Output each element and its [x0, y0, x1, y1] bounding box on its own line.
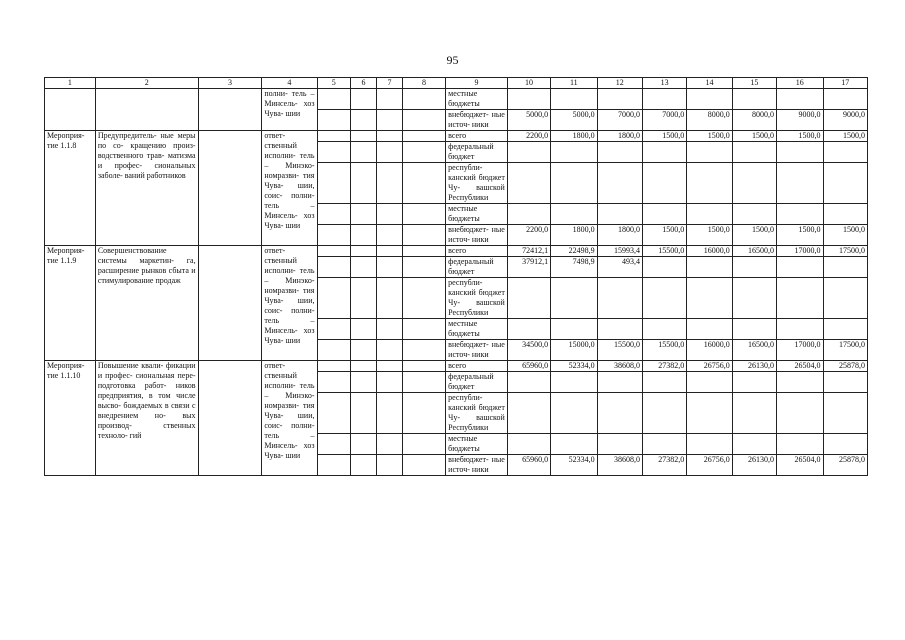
column-number-15: 15	[732, 78, 776, 89]
amount-cell	[732, 204, 776, 225]
amount-cell: 37912,1	[507, 257, 550, 278]
amount-cell: 7498,9	[551, 257, 598, 278]
empty-cell	[317, 89, 351, 110]
amount-cell	[777, 393, 824, 434]
amount-cell: 5000,0	[551, 110, 598, 131]
amount-cell: 1500,0	[687, 225, 732, 246]
amount-cell: 16000,0	[687, 246, 732, 257]
amount-cell: 2200,0	[507, 225, 550, 246]
activity-1-name: Предупредитель- ные меры по со- кращению произ- водственного трав- матизма и профес- сиональных заболе- ваний работников	[95, 131, 198, 246]
amount-cell	[687, 89, 732, 110]
funding-source: федеральный бюджет	[446, 257, 508, 278]
empty-cell	[402, 131, 445, 142]
empty-cell	[351, 89, 377, 110]
funding-source: всего	[446, 246, 508, 257]
empty-cell	[376, 455, 402, 476]
amount-cell: 1500,0	[732, 131, 776, 142]
empty-cell	[376, 340, 402, 361]
amount-cell	[732, 278, 776, 319]
amount-cell: 7000,0	[642, 110, 686, 131]
column-number-1: 1	[45, 78, 96, 89]
empty-cell	[351, 340, 377, 361]
amount-cell	[642, 319, 686, 340]
amount-cell: 2200,0	[507, 131, 550, 142]
amount-cell	[551, 204, 598, 225]
amount-cell: 15993,4	[597, 246, 642, 257]
amount-cell	[597, 434, 642, 455]
amount-cell	[823, 89, 867, 110]
amount-cell	[551, 319, 598, 340]
empty-cell	[376, 319, 402, 340]
activity-2-executor: ответ- ственный исполни- тель – Минэко- номразви- тия Чува- шии, соис- полни- тель – Минсель- хоз Чува- шии	[262, 246, 317, 361]
empty-cell	[317, 393, 351, 434]
amount-cell	[732, 163, 776, 204]
column-number-8: 8	[402, 78, 445, 89]
empty-cell	[402, 278, 445, 319]
amount-cell	[687, 372, 732, 393]
continuation-name	[95, 89, 198, 131]
amount-cell	[597, 278, 642, 319]
empty-cell	[351, 455, 377, 476]
amount-cell	[551, 163, 598, 204]
activity-1-executor: ответ- ственный исполни- тель – Минэко- номразви- тия Чува- шии, соис- полни- тель – Минсель- хоз Чува- шии	[262, 131, 317, 246]
funding-source: внебюджет- ные источ- ники	[446, 110, 508, 131]
amount-cell: 1500,0	[777, 131, 824, 142]
amount-cell: 17500,0	[823, 246, 867, 257]
empty-cell	[402, 393, 445, 434]
amount-cell	[597, 319, 642, 340]
amount-cell	[732, 393, 776, 434]
empty-cell	[317, 204, 351, 225]
empty-cell	[351, 246, 377, 257]
page-number: 95	[446, 53, 459, 67]
empty-cell	[376, 361, 402, 372]
empty-cell	[376, 89, 402, 110]
amount-cell	[777, 163, 824, 204]
amount-cell	[642, 372, 686, 393]
amount-cell	[687, 278, 732, 319]
empty-cell	[351, 278, 377, 319]
amount-cell	[687, 257, 732, 278]
empty-cell	[317, 225, 351, 246]
amount-cell	[732, 319, 776, 340]
activity-2-id: Мероприя- тие 1.1.9	[45, 246, 96, 361]
funding-table	[44, 77, 868, 476]
empty-cell	[402, 361, 445, 372]
empty-cell	[402, 319, 445, 340]
empty-cell	[317, 257, 351, 278]
amount-cell: 17000,0	[777, 246, 824, 257]
amount-cell	[551, 372, 598, 393]
amount-cell	[642, 434, 686, 455]
amount-cell	[732, 434, 776, 455]
empty-cell	[351, 110, 377, 131]
funding-source: местные бюджеты	[446, 89, 508, 110]
empty-cell	[317, 163, 351, 204]
funding-source: местные бюджеты	[446, 204, 508, 225]
amount-cell	[732, 142, 776, 163]
amount-cell	[551, 89, 598, 110]
amount-cell	[597, 204, 642, 225]
empty-cell	[351, 361, 377, 372]
amount-cell	[642, 163, 686, 204]
funding-source: местные бюджеты	[446, 434, 508, 455]
amount-cell: 1800,0	[597, 131, 642, 142]
empty-cell	[376, 393, 402, 434]
amount-cell: 1500,0	[823, 131, 867, 142]
amount-cell	[777, 142, 824, 163]
amount-cell	[777, 319, 824, 340]
funding-source: республи- канский бюджет Чу- вашской Республики	[446, 393, 508, 434]
amount-cell	[823, 393, 867, 434]
amount-cell: 1500,0	[732, 225, 776, 246]
amount-cell: 1500,0	[777, 225, 824, 246]
column-number-12: 12	[597, 78, 642, 89]
empty-cell	[317, 340, 351, 361]
amount-cell: 52334,0	[551, 361, 598, 372]
amount-cell: 1500,0	[642, 225, 686, 246]
column-number-11: 11	[551, 78, 598, 89]
amount-cell	[687, 163, 732, 204]
amount-cell	[687, 434, 732, 455]
column-number-6: 6	[351, 78, 377, 89]
amount-cell	[823, 278, 867, 319]
empty-cell	[351, 434, 377, 455]
empty-cell	[317, 246, 351, 257]
empty-cell	[376, 246, 402, 257]
amount-cell: 1800,0	[551, 225, 598, 246]
activity-3-executor: ответ- ственный исполни- тель – Минэко- номразви- тия Чува- шии, соис- полни- тель – Минсель- хоз Чува- шии	[262, 361, 317, 476]
amount-cell: 1500,0	[823, 225, 867, 246]
empty-cell	[402, 340, 445, 361]
amount-cell	[777, 434, 824, 455]
funding-source: всего	[446, 361, 508, 372]
amount-cell: 26756,0	[687, 455, 732, 476]
column-number-14: 14	[687, 78, 732, 89]
amount-cell	[551, 393, 598, 434]
amount-cell	[823, 163, 867, 204]
funding-source: местные бюджеты	[446, 319, 508, 340]
column-number-2: 2	[95, 78, 198, 89]
amount-cell: 9000,0	[823, 110, 867, 131]
amount-cell	[687, 142, 732, 163]
amount-cell	[732, 257, 776, 278]
funding-source: внебюджет- ные источ- ники	[446, 455, 508, 476]
amount-cell	[642, 204, 686, 225]
amount-cell	[777, 204, 824, 225]
empty-cell	[376, 372, 402, 393]
amount-cell	[597, 393, 642, 434]
amount-cell	[597, 372, 642, 393]
amount-cell	[777, 89, 824, 110]
amount-cell	[732, 372, 776, 393]
column-number-13: 13	[642, 78, 686, 89]
empty-cell	[317, 110, 351, 131]
empty-cell	[317, 372, 351, 393]
amount-cell	[823, 319, 867, 340]
amount-cell: 7000,0	[597, 110, 642, 131]
table-row	[45, 131, 868, 142]
empty-cell	[317, 131, 351, 142]
activity-2-col3	[198, 246, 262, 361]
amount-cell	[507, 393, 550, 434]
amount-cell: 17000,0	[777, 340, 824, 361]
amount-cell	[687, 393, 732, 434]
amount-cell: 72412,1	[507, 246, 550, 257]
amount-cell	[687, 204, 732, 225]
amount-cell: 26504,0	[777, 455, 824, 476]
amount-cell: 52334,0	[551, 455, 598, 476]
empty-cell	[402, 257, 445, 278]
empty-cell	[351, 131, 377, 142]
empty-cell	[402, 163, 445, 204]
amount-cell	[823, 257, 867, 278]
amount-cell	[823, 372, 867, 393]
amount-cell	[507, 89, 550, 110]
activity-1-id: Мероприя- тие 1.1.8	[45, 131, 96, 246]
amount-cell: 26130,0	[732, 455, 776, 476]
amount-cell	[642, 257, 686, 278]
amount-cell	[687, 319, 732, 340]
funding-source: федеральный бюджет	[446, 372, 508, 393]
amount-cell: 25878,0	[823, 455, 867, 476]
amount-cell: 26130,0	[732, 361, 776, 372]
amount-cell: 15500,0	[597, 340, 642, 361]
amount-cell: 65960,0	[507, 455, 550, 476]
empty-cell	[376, 131, 402, 142]
empty-cell	[351, 225, 377, 246]
amount-cell: 493,4	[597, 257, 642, 278]
amount-cell	[732, 89, 776, 110]
empty-cell	[402, 372, 445, 393]
activity-3-id: Мероприя- тие 1.1.10	[45, 361, 96, 476]
empty-cell	[376, 142, 402, 163]
column-number-10: 10	[507, 78, 550, 89]
continuation-executor: полни- тель – Минсель- хоз Чува- шии	[262, 89, 317, 131]
empty-cell	[402, 110, 445, 131]
table-row	[45, 89, 868, 110]
empty-cell	[402, 225, 445, 246]
amount-cell: 1500,0	[687, 131, 732, 142]
amount-cell	[642, 89, 686, 110]
empty-cell	[376, 278, 402, 319]
amount-cell: 38608,0	[597, 455, 642, 476]
amount-cell	[823, 142, 867, 163]
amount-cell	[777, 257, 824, 278]
amount-cell: 26504,0	[777, 361, 824, 372]
empty-cell	[317, 278, 351, 319]
amount-cell	[551, 434, 598, 455]
empty-cell	[351, 163, 377, 204]
amount-cell: 16500,0	[732, 246, 776, 257]
empty-cell	[402, 455, 445, 476]
amount-cell: 1500,0	[642, 131, 686, 142]
empty-cell	[402, 142, 445, 163]
funding-source: всего	[446, 131, 508, 142]
amount-cell: 25878,0	[823, 361, 867, 372]
table-row	[45, 246, 868, 257]
amount-cell	[823, 204, 867, 225]
amount-cell: 9000,0	[777, 110, 824, 131]
column-number-16: 16	[777, 78, 824, 89]
amount-cell	[507, 142, 550, 163]
amount-cell	[597, 89, 642, 110]
empty-cell	[351, 372, 377, 393]
amount-cell	[507, 278, 550, 319]
funding-source: внебюджет- ные источ- ники	[446, 340, 508, 361]
amount-cell: 15000,0	[551, 340, 598, 361]
amount-cell	[642, 278, 686, 319]
amount-cell	[642, 393, 686, 434]
column-number-7: 7	[376, 78, 402, 89]
empty-cell	[317, 319, 351, 340]
empty-cell	[317, 434, 351, 455]
amount-cell	[777, 372, 824, 393]
column-number-17: 17	[823, 78, 867, 89]
amount-cell: 27382,0	[642, 455, 686, 476]
empty-cell	[351, 393, 377, 434]
activity-1-col3	[198, 131, 262, 246]
amount-cell: 8000,0	[687, 110, 732, 131]
continuation-col3	[198, 89, 262, 131]
empty-cell	[376, 257, 402, 278]
column-number-row	[45, 78, 868, 89]
empty-cell	[351, 204, 377, 225]
amount-cell: 1800,0	[551, 131, 598, 142]
amount-cell	[507, 163, 550, 204]
amount-cell: 34500,0	[507, 340, 550, 361]
amount-cell	[507, 372, 550, 393]
empty-cell	[317, 361, 351, 372]
amount-cell: 22498,9	[551, 246, 598, 257]
empty-cell	[376, 163, 402, 204]
empty-cell	[376, 225, 402, 246]
funding-source: республи- канский бюджет Чу- вашской Республики	[446, 278, 508, 319]
activity-3-name: Повышение квали- фикации и профес- сиональная пере- подготовка работ- ников предприятия, в том числе высво- бождаемых в связи с внедрением но- вых производ- ственных техноло- гий	[95, 361, 198, 476]
amount-cell	[507, 319, 550, 340]
amount-cell	[777, 278, 824, 319]
activity-3-col3	[198, 361, 262, 476]
empty-cell	[402, 89, 445, 110]
empty-cell	[376, 110, 402, 131]
table-row	[45, 361, 868, 372]
amount-cell: 15500,0	[642, 246, 686, 257]
empty-cell	[376, 204, 402, 225]
amount-cell	[551, 142, 598, 163]
amount-cell	[551, 278, 598, 319]
amount-cell	[597, 142, 642, 163]
column-number-3: 3	[198, 78, 262, 89]
amount-cell: 17500,0	[823, 340, 867, 361]
amount-cell: 8000,0	[732, 110, 776, 131]
amount-cell: 38608,0	[597, 361, 642, 372]
column-number-5: 5	[317, 78, 351, 89]
empty-cell	[402, 204, 445, 225]
amount-cell	[507, 434, 550, 455]
amount-cell: 65960,0	[507, 361, 550, 372]
amount-cell	[597, 163, 642, 204]
empty-cell	[402, 246, 445, 257]
empty-cell	[351, 257, 377, 278]
amount-cell: 15500,0	[642, 340, 686, 361]
empty-cell	[402, 434, 445, 455]
funding-source: республи- канский бюджет Чу- вашской Республики	[446, 163, 508, 204]
empty-cell	[351, 142, 377, 163]
amount-cell	[823, 434, 867, 455]
amount-cell: 27382,0	[642, 361, 686, 372]
amount-cell: 26756,0	[687, 361, 732, 372]
empty-cell	[317, 455, 351, 476]
empty-cell	[317, 142, 351, 163]
empty-cell	[376, 434, 402, 455]
column-number-4: 4	[262, 78, 317, 89]
amount-cell	[507, 204, 550, 225]
amount-cell: 1800,0	[597, 225, 642, 246]
amount-cell	[642, 142, 686, 163]
empty-cell	[351, 319, 377, 340]
continuation-id	[45, 89, 96, 131]
amount-cell: 16000,0	[687, 340, 732, 361]
activity-2-name: Совершенствование системы маркетин- га, расширение рынков сбыта и стимулирование продаж	[95, 246, 198, 361]
amount-cell: 5000,0	[507, 110, 550, 131]
amount-cell: 16500,0	[732, 340, 776, 361]
funding-source: федеральный бюджет	[446, 142, 508, 163]
funding-source: внебюджет- ные источ- ники	[446, 225, 508, 246]
column-number-9: 9	[446, 78, 508, 89]
